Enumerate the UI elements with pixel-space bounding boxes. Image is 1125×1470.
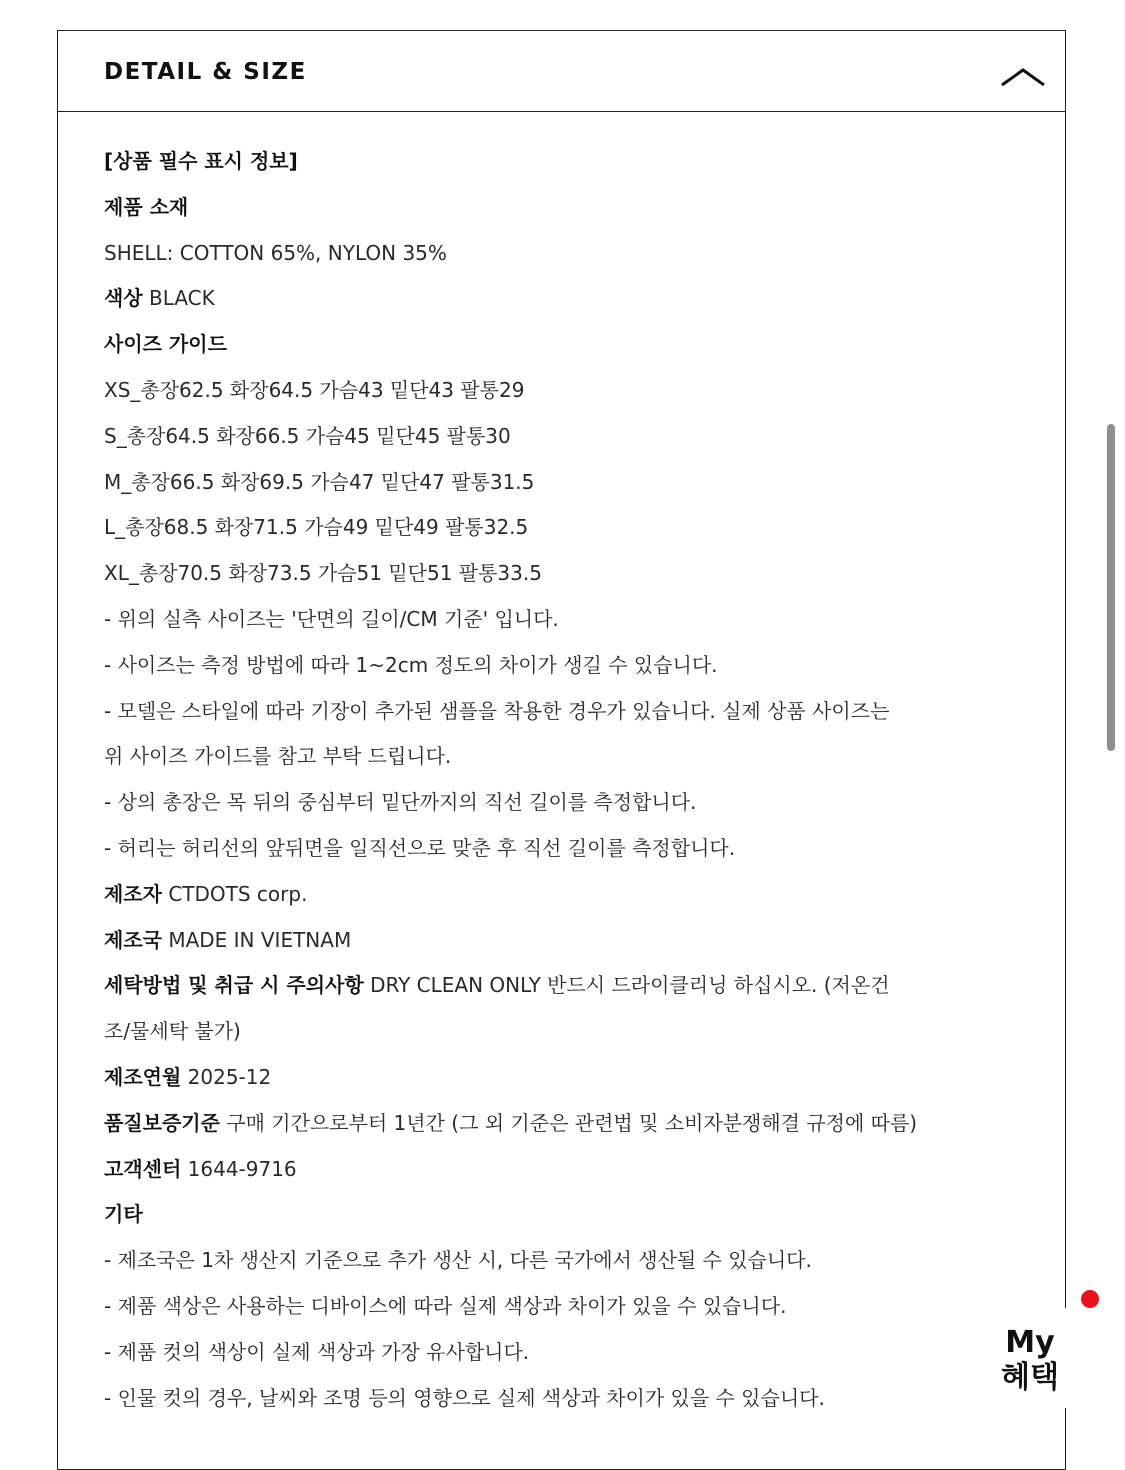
size-note: - 허리는 허리선의 앞뒤면을 일직선으로 맞춘 후 직선 길이를 측정합니다. (104, 835, 736, 860)
country-row (104, 918, 1044, 964)
size-guide-label: 사이즈 가이드 (104, 332, 227, 357)
my-benefit-button[interactable] (992, 1308, 1068, 1408)
etc-note: - 인물 컷의 경우, 날씨와 조명 등의 영향으로 실제 색상과 차이가 있을 수 있습니다. (104, 1385, 825, 1410)
notification-dot-icon (1081, 1290, 1099, 1308)
manufacturer-row (104, 872, 1044, 918)
date-row (104, 1055, 1044, 1101)
manufacturer-value: CTDOTS corp. (168, 881, 308, 906)
size-row-l: L_총장68.5 화장71.5 가슴49 밑단49 팔통32.5 (104, 515, 529, 540)
etc-label: 기타 (104, 1202, 143, 1227)
cs-value: 1644-9716 (187, 1156, 297, 1181)
scrollbar-thumb[interactable] (1107, 424, 1115, 751)
warranty-value: 구매 기간으로부터 1년간 (그 외 기준은 관련법 및 소비자분쟁해결 규정에 따름) (226, 1110, 918, 1135)
warranty-label: 품질보증기준 (104, 1110, 220, 1135)
color-label: 색상 (104, 286, 143, 311)
cs-label: 고객센터 (104, 1156, 182, 1181)
detail-size-panel (57, 30, 1066, 1470)
date-value: 2025-12 (187, 1064, 272, 1089)
care-label: 세탁방법 및 취급 시 주의사항 (104, 973, 364, 998)
material-label: 제품 소재 (104, 194, 189, 219)
manufacturer-label: 제조자 (104, 881, 162, 906)
country-value: MADE IN VIETNAM (168, 927, 352, 952)
size-note: - 상의 총장은 목 뒤의 중심부터 밑단까지의 직선 길이를 측정합니다. (104, 790, 697, 815)
size-note: - 위의 실측 사이즈는 '단면의 길이/CM 기준' 입니다. (104, 606, 559, 631)
material-value: SHELL: COTTON 65%, NYLON 35% (104, 240, 447, 265)
care-row-cont: 조/물세탁 불가) (104, 1019, 241, 1044)
section-heading: [상품 필수 표시 정보] (104, 149, 298, 173)
size-note: 위 사이즈 가이드를 참고 부탁 드립니다. (104, 744, 452, 769)
warranty-row (104, 1101, 1044, 1147)
size-note: - 모델은 스타일에 따라 기장이 추가된 샘플을 착용한 경우가 있습니다. 실제 상품 사이즈는 (104, 698, 890, 723)
cs-row (104, 1147, 1044, 1193)
color-row (104, 276, 1044, 322)
benefit-label: 혜택 (1001, 1360, 1059, 1395)
date-label: 제조연월 (104, 1064, 182, 1089)
chevron-up-icon (999, 61, 1047, 91)
color-value: BLACK (149, 286, 215, 311)
panel-title: DETAIL & SIZE (104, 59, 307, 85)
panel-header[interactable] (58, 31, 1065, 112)
size-note: - 사이즈는 측정 방법에 따라 1~2cm 정도의 차이가 생길 수 있습니다. (104, 652, 718, 677)
size-row-xs: XS_총장62.5 화장64.5 가슴43 밑단43 팔통29 (104, 377, 525, 402)
etc-note: - 제품 색상은 사용하는 디바이스에 따라 실제 색상과 차이가 있을 수 있습니다. (104, 1293, 787, 1318)
my-label: My (1005, 1325, 1055, 1360)
care-value: DRY CLEAN ONLY 반드시 드라이클리닝 하십시오. (저온건 (370, 973, 890, 998)
size-row-m: M_총장66.5 화장69.5 가슴47 밑단47 팔통31.5 (104, 469, 535, 494)
etc-note: - 제품 컷의 색상이 실제 색상과 가장 유사합니다. (104, 1339, 530, 1364)
country-label: 제조국 (104, 927, 162, 952)
collapse-button[interactable] (999, 61, 1047, 91)
detail-content (104, 139, 1044, 1421)
etc-note: - 제조국은 1차 생산지 기준으로 추가 생산 시, 다른 국가에서 생산될 수 있습니다. (104, 1248, 812, 1273)
size-row-xl: XL_총장70.5 화장73.5 가슴51 밑단51 팔통33.5 (104, 561, 542, 586)
size-row-s: S_총장64.5 화장66.5 가슴45 밑단45 팔통30 (104, 423, 511, 448)
care-row (104, 963, 1044, 1009)
